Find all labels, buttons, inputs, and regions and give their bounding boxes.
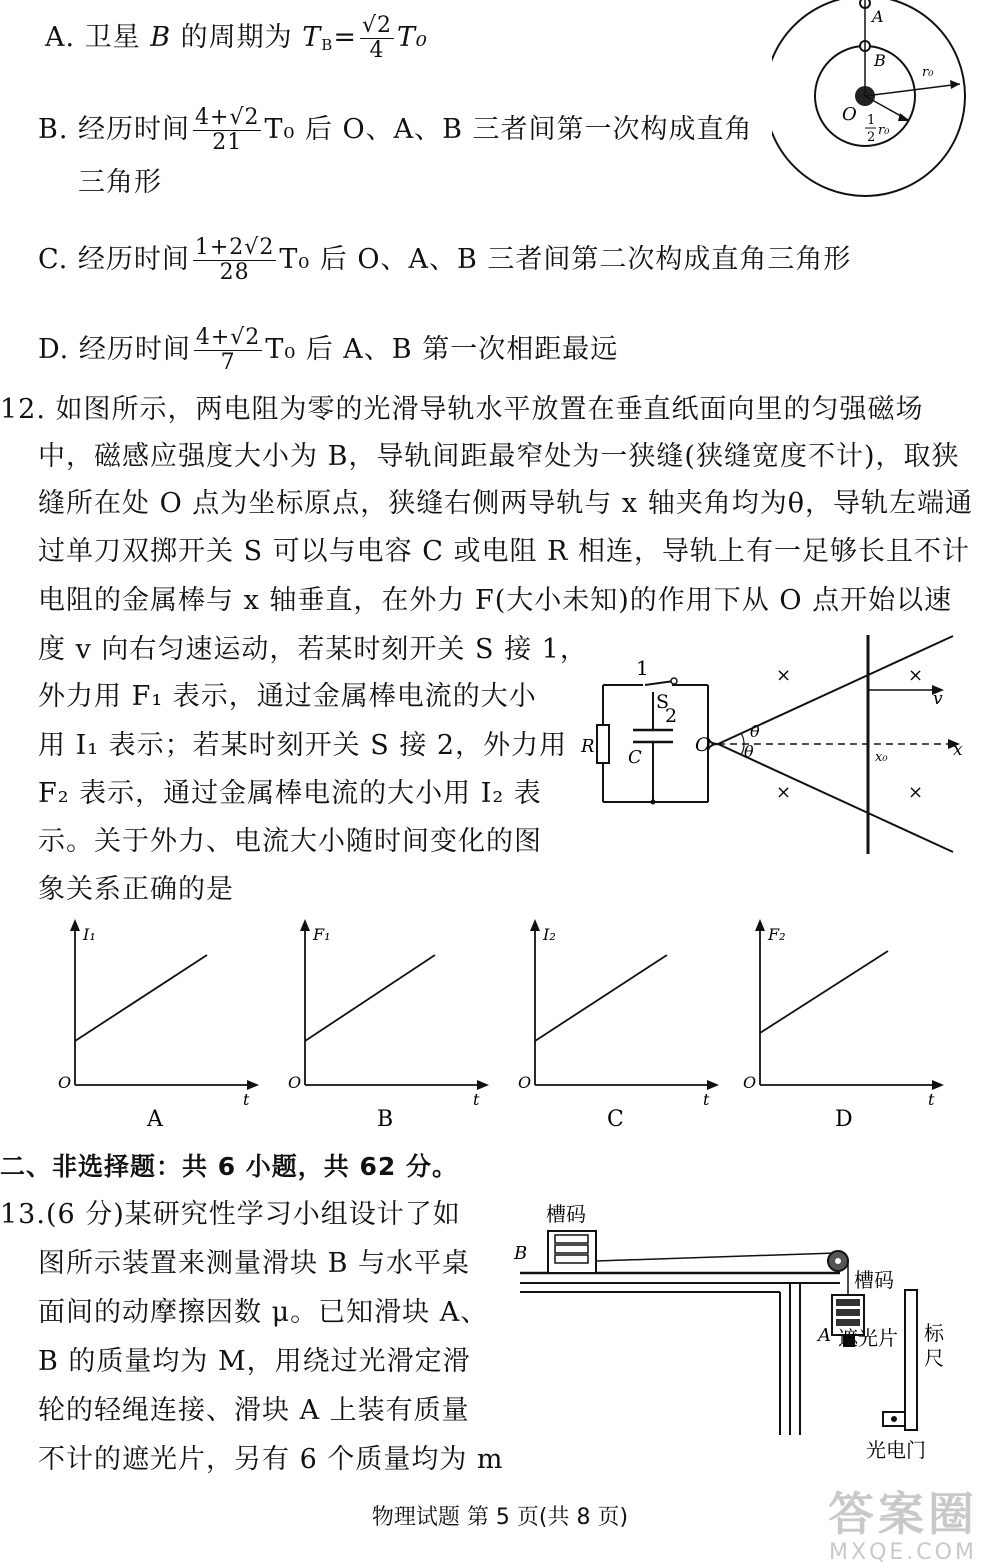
rail-circuit-diagram xyxy=(578,630,970,855)
weight-b-1 xyxy=(555,1235,588,1243)
option-a-eq: = xyxy=(333,22,357,53)
label-ruler-2: 尺 xyxy=(924,1346,944,1370)
option-c-prefix: C. 经历时间 xyxy=(38,244,190,275)
label-shading-plate: 遮光片 xyxy=(838,1326,898,1350)
option-c-den: 28 xyxy=(219,260,250,285)
page-footer: 物理试题 第 5 页(共 8 页) xyxy=(371,1505,629,1530)
photogate-sensor xyxy=(891,1416,897,1422)
graph-a-option: A xyxy=(147,1107,163,1132)
option-b-tail: T₀ 后 O、A、B 三者间第一次构成直角 xyxy=(264,114,753,145)
weight-b-2 xyxy=(555,1245,588,1253)
option-b-den: 21 xyxy=(212,130,243,155)
q12-line-1: 12. 如图所示，两电阻为零的光滑导轨水平放置在垂直纸面向里的匀强磁场 xyxy=(0,394,924,425)
graph-d-origin: O xyxy=(743,1073,757,1092)
graph-b-y-label: F₁ xyxy=(313,925,331,944)
switch-label-1: 1 xyxy=(636,656,649,680)
resistor xyxy=(597,725,609,763)
label-weights-a: 槽码 xyxy=(854,1268,894,1292)
x-label: x xyxy=(953,740,963,760)
option-b-prefix: B. 经历时间 xyxy=(38,114,191,145)
field-cross-4: × xyxy=(908,782,924,803)
option-d-tail: T₀ 后 A、B 第一次相距最远 xyxy=(265,334,619,365)
field-cross-3: × xyxy=(776,782,792,803)
switch-contact xyxy=(671,678,677,684)
theta-label-upper: θ xyxy=(750,722,760,741)
string-horizontal xyxy=(596,1253,836,1261)
label-weights-b: 槽码 xyxy=(546,1202,586,1226)
graph-a-origin: O xyxy=(58,1073,72,1092)
r0-line xyxy=(865,84,960,96)
q12-line-7: 外力用 F₁ 表示，通过金属棒电流的大小 xyxy=(38,681,537,712)
switch-blade xyxy=(645,681,674,685)
q12-line-9: F₂ 表示，通过金属棒电流的大小用 I₂ 表 xyxy=(38,778,542,809)
option-b-num: 4+√2 xyxy=(195,105,260,130)
q12-line-10: 示。关于外力、电流大小随时间变化的图 xyxy=(38,826,542,857)
q13-line-6: 不计的遮光片，另有 6 个质量均为 m xyxy=(38,1444,504,1475)
label-a: A xyxy=(872,7,884,26)
graph-c-y-label: I₂ xyxy=(543,925,556,944)
label-r0: r₀ xyxy=(922,65,934,80)
q12-line-2: 中，磁感应强度大小为 B，导轨间距最窄处为一狭缝(狭缝宽度不计)，取狭 xyxy=(38,441,960,472)
v-label: v xyxy=(933,689,943,709)
label-half-r0: r₀ xyxy=(878,123,890,138)
field-cross-2: × xyxy=(908,665,924,686)
option-a-mid: 的周期为 xyxy=(171,22,303,53)
graph-b-origin: O xyxy=(288,1073,302,1092)
option-a-prefix: A. 卫星 xyxy=(45,22,151,53)
graph-a-y-label: I₁ xyxy=(83,925,96,944)
option-a-t-sub: B xyxy=(321,36,334,54)
graph-option-b xyxy=(285,915,495,1135)
r0-arrow xyxy=(950,80,960,89)
option-d-fraction xyxy=(194,326,262,375)
label-block-b: B xyxy=(514,1243,528,1264)
q12-line-5: 电阻的金属棒与 x 轴垂直，在外力 F(大小未知)的作用下从 O 点开始以速 xyxy=(38,585,953,616)
option-a-den: 4 xyxy=(369,38,385,63)
graph-option-c xyxy=(515,915,725,1135)
graph-a-t-label: t xyxy=(243,1090,250,1109)
label-ruler-1: 标 xyxy=(924,1321,944,1345)
q13-line-2: 图所示装置来测量滑块 B 与水平桌 xyxy=(38,1248,471,1279)
graph-c-t-label: t xyxy=(703,1090,710,1109)
weight-a-2 xyxy=(836,1309,860,1316)
watermark-small: MXQE.COM xyxy=(829,1540,977,1565)
q13-line-4: B 的质量均为 M，用绕过光滑定滑 xyxy=(38,1346,471,1377)
label-half-num: 1 xyxy=(867,113,876,128)
origin-label: O xyxy=(695,734,711,756)
label-block-a: A xyxy=(818,1325,831,1346)
graph-d-y-label: F₂ xyxy=(768,925,786,944)
section-heading: 二、非选择题：共 6 小题，共 62 分。 xyxy=(0,1152,459,1181)
graph-option-a xyxy=(55,915,265,1135)
q12-line-3: 缝所在处 O 点为坐标原点，狭缝右侧两导轨与 x 轴夹角均为θ，导轨左端通 xyxy=(38,488,973,519)
option-a-tail: T₀ xyxy=(396,22,428,53)
q11-option-b xyxy=(38,106,753,155)
theta-label-lower: θ xyxy=(744,742,754,761)
graph-b-option: B xyxy=(377,1107,394,1132)
q11-option-b-cont: 三角形 xyxy=(78,167,162,198)
option-b-fraction xyxy=(193,106,261,155)
q12-line-8: 用 I₁ 表示；若某时刻开关 S 接 2，外力用 xyxy=(38,730,568,761)
option-a-satellite: B xyxy=(150,22,172,53)
friction-apparatus-diagram xyxy=(510,1195,960,1485)
q12-line-11: 象关系正确的是 xyxy=(38,874,234,905)
graph-c-option: C xyxy=(607,1107,624,1132)
ruler xyxy=(905,1290,917,1430)
x0-label: x₀ xyxy=(875,750,888,765)
graph-a-line xyxy=(75,955,207,1041)
q13-line-3: 面间的动摩擦因数 μ。已知滑块 A、 xyxy=(38,1297,489,1328)
q11-option-a xyxy=(45,14,428,63)
q13-line-5: 轮的轻绳连接、滑块 A 上装有质量 xyxy=(38,1395,470,1426)
option-d-num: 4+√2 xyxy=(195,325,261,350)
option-a-fraction xyxy=(360,14,394,63)
switch-label-2: 2 xyxy=(665,705,678,727)
q11-option-d xyxy=(38,326,618,375)
graph-b-t-label: t xyxy=(473,1090,480,1109)
q11-option-c xyxy=(38,236,851,285)
option-a-num: √2 xyxy=(361,13,392,38)
watermark-big: 答案圈 xyxy=(828,1487,978,1541)
option-c-tail: T₀ 后 O、A、B 三者间第二次构成直角三角形 xyxy=(279,244,852,275)
switch-label-s: S xyxy=(656,691,670,713)
option-d-prefix: D. 经历时间 xyxy=(38,334,191,365)
q12-line-6: 度 v 向右匀速运动，若某时刻开关 S 接 1， xyxy=(38,634,588,665)
graph-c-origin: O xyxy=(518,1073,532,1092)
label-o: O xyxy=(842,104,857,125)
q13-line-1: 13.(6 分)某研究性学习小组设计了如 xyxy=(0,1199,461,1230)
orbit-diagram xyxy=(772,0,972,200)
label-b: B xyxy=(874,51,886,70)
resistor-label: R xyxy=(581,736,595,757)
option-c-num: 1+2√2 xyxy=(194,235,275,260)
weight-b-3 xyxy=(555,1255,588,1263)
graph-b-line xyxy=(305,955,435,1041)
watermark-logo xyxy=(828,1488,978,1565)
option-a-t: T xyxy=(302,22,322,53)
option-c-fraction xyxy=(193,236,276,285)
q12-line-4: 过单刀双掷开关 S 可以与电容 C 或电阻 R 相连，导轨上有一足够长且不计 xyxy=(38,536,970,567)
graph-c-line xyxy=(535,955,667,1041)
junction xyxy=(651,800,656,805)
graph-d-line xyxy=(760,951,888,1033)
weight-a-3 xyxy=(836,1319,860,1326)
capacitor-label: C xyxy=(628,747,642,768)
graph-d-t-label: t xyxy=(928,1090,935,1109)
label-half-den: 2 xyxy=(867,130,876,145)
option-d-den: 7 xyxy=(220,350,236,375)
half-r0-arrow xyxy=(898,113,910,121)
pulley-axle xyxy=(835,1258,841,1264)
graph-d-option: D xyxy=(835,1107,853,1132)
weight-a-1 xyxy=(836,1299,860,1306)
label-photogate: 光电门 xyxy=(866,1438,926,1462)
graph-option-d xyxy=(740,915,950,1135)
field-cross-1: × xyxy=(776,665,792,686)
